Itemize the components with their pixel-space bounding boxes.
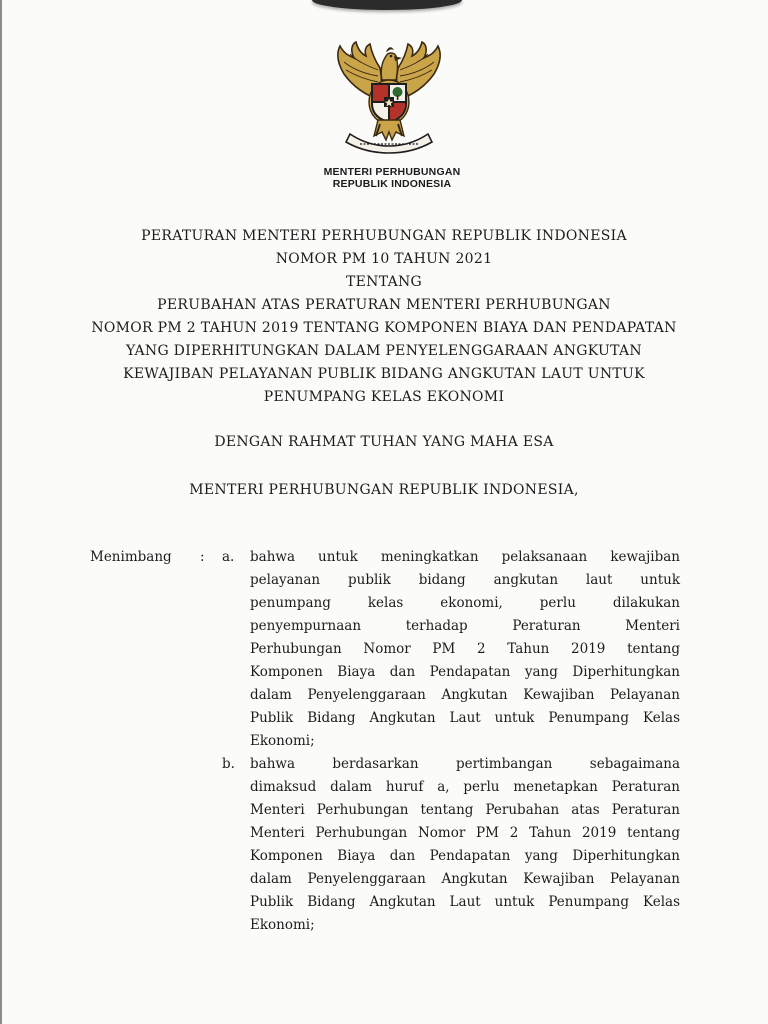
title-line: NOMOR PM 2 TAHUN 2019 TENTANG KOMPONEN BIAYA DAN PENDAPATAN <box>91 320 677 336</box>
item-text <box>250 753 680 937</box>
item-text <box>250 546 680 753</box>
letterhead-line-2: REPUBLIK INDONESIA <box>332 178 452 190</box>
preamble: DENGAN RAHMAT TUHAN YANG MAHA ESA <box>214 434 554 450</box>
scan-page-edge <box>0 0 2 1024</box>
text-line: dalam Penyelenggaraan Angkutan Kewajiban Pelayanan <box>250 871 680 887</box>
text-line: penyempurnaan terhadap Peraturan Menteri <box>250 618 680 634</box>
title-line: KEWAJIBAN PELAYANAN PUBLIK BIDANG ANGKUTAN LAUT UNTUK <box>123 366 645 382</box>
text-line: dalam Penyelenggaraan Angkutan Kewajiban Pelayanan <box>250 687 680 703</box>
text-line: Ekonomi; <box>250 733 315 749</box>
letterhead <box>290 166 494 190</box>
text-line: pelayanan publik bidang angkutan laut untuk <box>250 572 680 588</box>
binder-clip-shadow <box>312 0 462 10</box>
title-line: YANG DIPERHITUNGKAN DALAM PENYELENGGARAAN ANGKUTAN <box>126 343 642 359</box>
letterhead-line-1: MENTERI PERHUBUNGAN <box>323 166 461 178</box>
text-line: Perhubungan Nomor PM 2 Tahun 2019 tentang <box>250 641 680 657</box>
title-line: PERUBAHAN ATAS PERATURAN MENTERI PERHUBUNGAN <box>157 297 611 313</box>
text-line: bahwa berdasarkan pertimbangan sebagaimana <box>250 756 680 772</box>
text-line: Komponen Biaya dan Pendapatan yang Diperhitungkan <box>250 664 680 680</box>
item-marker: b. <box>222 756 235 772</box>
item-marker: a. <box>222 549 235 565</box>
text-line: Publik Bidang Angkutan Laut untuk Penumpang Kelas <box>250 710 680 726</box>
text-line: penumpang kelas ekonomi, perlu dilakukan <box>250 595 680 611</box>
considering-colon: : <box>200 549 205 565</box>
title-line: PERATURAN MENTERI PERHUBUNGAN REPUBLIK INDONESIA <box>141 228 627 244</box>
text-line: Ekonomi; <box>250 917 315 933</box>
text-line: Menteri Perhubungan tentang Perubahan atas Peraturan <box>250 802 680 818</box>
authority-line: MENTERI PERHUBUNGAN REPUBLIK INDONESIA, <box>189 482 579 498</box>
text-line: bahwa untuk meningkatkan pelaksanaan kewajiban <box>250 549 680 565</box>
text-line: Publik Bidang Angkutan Laut untuk Penumpang Kelas <box>250 894 680 910</box>
title-line: PENUMPANG KELAS EKONOMI <box>263 389 505 405</box>
text-line: Komponen Biaya dan Pendapatan yang Diperhitungkan <box>250 848 680 864</box>
title-line: TENTANG <box>345 274 423 290</box>
garuda-emblem <box>328 40 450 154</box>
text-line: dimaksud dalam huruf a, perlu menetapkan Peraturan <box>250 779 680 795</box>
considering-label: Menimbang <box>90 549 172 565</box>
regulation-title <box>0 225 768 409</box>
text-line: Menteri Perhubungan Nomor PM 2 Tahun 2019 tentang <box>250 825 680 841</box>
title-line: NOMOR PM 10 TAHUN 2021 <box>275 251 493 267</box>
